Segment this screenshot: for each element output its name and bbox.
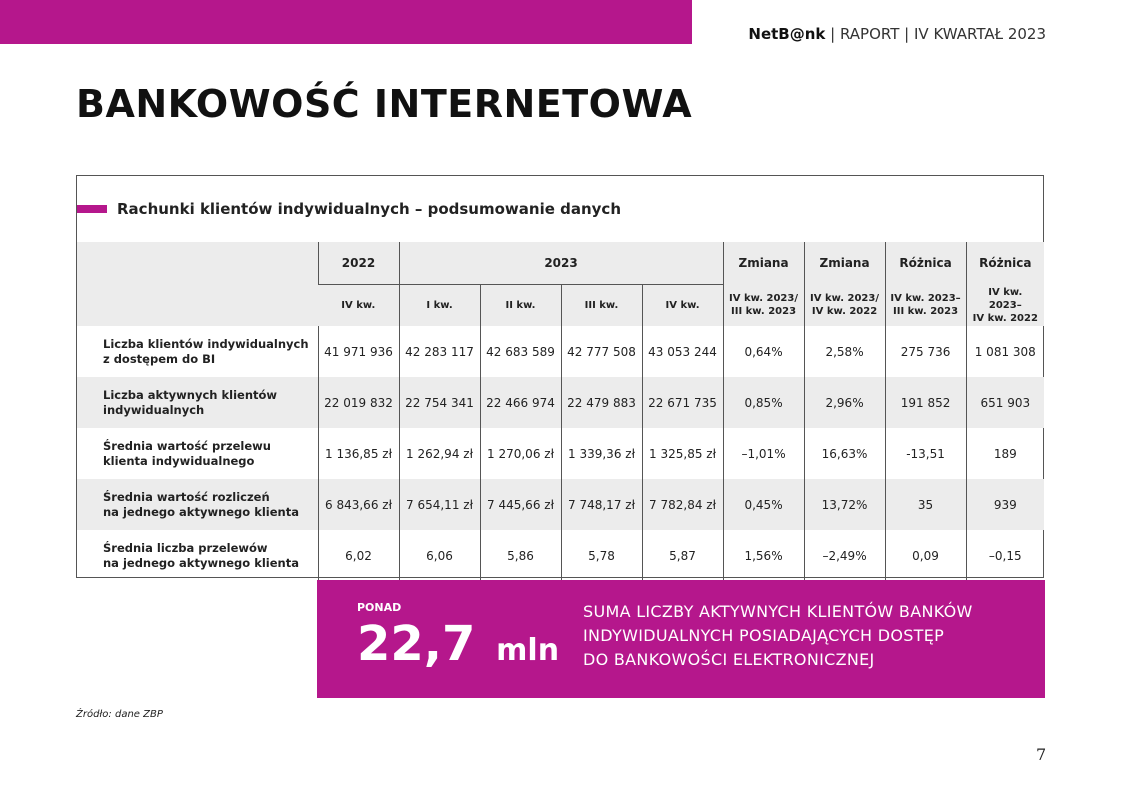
highlight-desc-line: SUMA LICZBY AKTYWNYCH KLIENTÓW BANKÓW (583, 602, 973, 621)
change-header: Zmiana (723, 242, 804, 284)
difference-period-line: IV kw. 2023– (890, 293, 961, 304)
table-row (77, 428, 1044, 479)
change-period-line: III kw. 2023 (731, 306, 797, 317)
highlight-desc-line: INDYWIDUALNYCH POSIADAJĄCYCH DOSTĘP (583, 626, 945, 645)
change-period-header (804, 284, 885, 326)
table-cell: 191 852 (885, 377, 966, 428)
difference-header: Różnica (885, 242, 966, 284)
table-row (77, 326, 1044, 377)
table-row (77, 377, 1044, 428)
table-cell: 6,06 (399, 530, 480, 581)
table-cell: 22 754 341 (399, 377, 480, 428)
table-cell: 1,56% (723, 530, 804, 581)
change-header: Zmiana (804, 242, 885, 284)
table-cell: 1 325,85 zł (642, 428, 723, 479)
highlight-number (357, 614, 559, 681)
page-number: 7 (1036, 745, 1047, 764)
table-cell: 2,58% (804, 326, 885, 377)
table-cell: 1 081 308 (966, 326, 1044, 377)
row-label-line: na jednego aktywnego klienta (103, 555, 299, 570)
table-cell: 7 782,84 zł (642, 479, 723, 530)
difference-period-header (885, 284, 966, 326)
quarter-header: I kw. (399, 284, 480, 326)
row-label-line: z dostępem do BI (103, 351, 216, 366)
highlight-box (317, 580, 1045, 698)
quarter-header: IV kw. (318, 284, 399, 326)
table-cell: -13,51 (885, 428, 966, 479)
row-label (77, 479, 318, 530)
row-label-line: Średnia wartość przelewu (103, 438, 271, 453)
change-period-line: IV kw. 2023/ (810, 293, 880, 304)
table-cell: –2,49% (804, 530, 885, 581)
table-cell: 42 283 117 (399, 326, 480, 377)
table-cell: 43 053 244 (642, 326, 723, 377)
table-cell: 42 777 508 (561, 326, 642, 377)
row-label (77, 530, 318, 581)
table-cell: 22 671 735 (642, 377, 723, 428)
report-header (748, 25, 1046, 43)
summary-table-box (76, 175, 1044, 578)
table-cell: 939 (966, 479, 1044, 530)
row-label-line: indywidualnych (103, 402, 205, 417)
change-period-line: IV kw. 2022 (811, 306, 878, 317)
table-cell: 7 654,11 zł (399, 479, 480, 530)
row-label-line: Średnia wartość rozliczeń (103, 489, 270, 504)
row-label (77, 377, 318, 428)
table-cell: 6,02 (318, 530, 399, 581)
table-cell: 1 262,94 zł (399, 428, 480, 479)
page-title: BANKOWOŚĆ INTERNETOWA (76, 82, 693, 126)
highlight-prefix: PONAD (357, 601, 402, 614)
summary-table (77, 242, 1044, 581)
header-period: IV KWARTAŁ 2023 (914, 25, 1046, 43)
title-marker (77, 205, 107, 213)
table-cell: 22 479 883 (561, 377, 642, 428)
row-label-line: klienta indywidualnego (103, 453, 255, 468)
row-label-line: na jednego aktywnego klienta (103, 504, 299, 519)
table-cell: –0,15 (966, 530, 1044, 581)
table-cell: 0,64% (723, 326, 804, 377)
source-note: Źródło: dane ZBP (76, 709, 163, 720)
table-cell: 5,78 (561, 530, 642, 581)
table-cell: 22 466 974 (480, 377, 561, 428)
difference-period-line: III kw. 2023 (893, 306, 959, 317)
table-cell: 6 843,66 zł (318, 479, 399, 530)
header-separator: | (825, 25, 840, 43)
table-cell: 42 683 589 (480, 326, 561, 377)
table-cell: 5,87 (642, 530, 723, 581)
table-cell: 7 445,66 zł (480, 479, 561, 530)
table-cell: 16,63% (804, 428, 885, 479)
table-title (77, 199, 621, 219)
table-cell: 275 736 (885, 326, 966, 377)
row-label-line: Liczba klientów indywidualnych (103, 336, 309, 351)
table-cell: 1 270,06 zł (480, 428, 561, 479)
quarter-header: III kw. (561, 284, 642, 326)
table-cell: 35 (885, 479, 966, 530)
table-cell: 22 019 832 (318, 377, 399, 428)
quarter-header: II kw. (480, 284, 561, 326)
highlight-desc-line: DO BANKOWOŚCI ELEKTRONICZNEJ (583, 650, 875, 669)
table-cell: 1 339,36 zł (561, 428, 642, 479)
row-label (77, 428, 318, 479)
difference-period-line: IV kw. 2023– (988, 286, 1023, 311)
year-2023-header: 2023 (399, 242, 723, 284)
table-cell: –1,01% (723, 428, 804, 479)
header-blank-cell (77, 242, 318, 326)
table-cell: 7 748,17 zł (561, 479, 642, 530)
highlight-unit: mln (496, 633, 560, 668)
top-accent-bar (0, 0, 692, 44)
change-period-line: IV kw. 2023/ (729, 293, 799, 304)
table-cell: 2,96% (804, 377, 885, 428)
difference-header: Różnica (966, 242, 1044, 284)
table-cell: 41 971 936 (318, 326, 399, 377)
difference-period-header (966, 284, 1044, 326)
highlight-value: 22,7 (357, 616, 476, 672)
header-report-label: RAPORT (839, 25, 900, 43)
table-cell: 189 (966, 428, 1044, 479)
table-cell: 0,85% (723, 377, 804, 428)
change-period-header (723, 284, 804, 326)
table-title-text: Rachunki klientów indywidualnych – podsumowanie danych (117, 200, 621, 218)
header-separator: | (899, 25, 914, 43)
table-cell: 0,09 (885, 530, 966, 581)
year-2022-header: 2022 (318, 242, 399, 284)
brand-logo: NetB@nk (748, 25, 826, 43)
table-row (77, 479, 1044, 530)
row-label-line: Liczba aktywnych klientów (103, 387, 278, 402)
highlight-description (583, 600, 973, 672)
table-cell: 5,86 (480, 530, 561, 581)
table-cell: 1 136,85 zł (318, 428, 399, 479)
table-row (77, 530, 1044, 581)
table-cell: 13,72% (804, 479, 885, 530)
row-label-line: Średnia liczba przelewów (103, 540, 268, 555)
table-header-row (77, 242, 1044, 284)
table-cell: 651 903 (966, 377, 1044, 428)
row-label (77, 326, 318, 377)
quarter-header: IV kw. (642, 284, 723, 326)
difference-period-line: IV kw. 2022 (972, 312, 1038, 324)
table-cell: 0,45% (723, 479, 804, 530)
